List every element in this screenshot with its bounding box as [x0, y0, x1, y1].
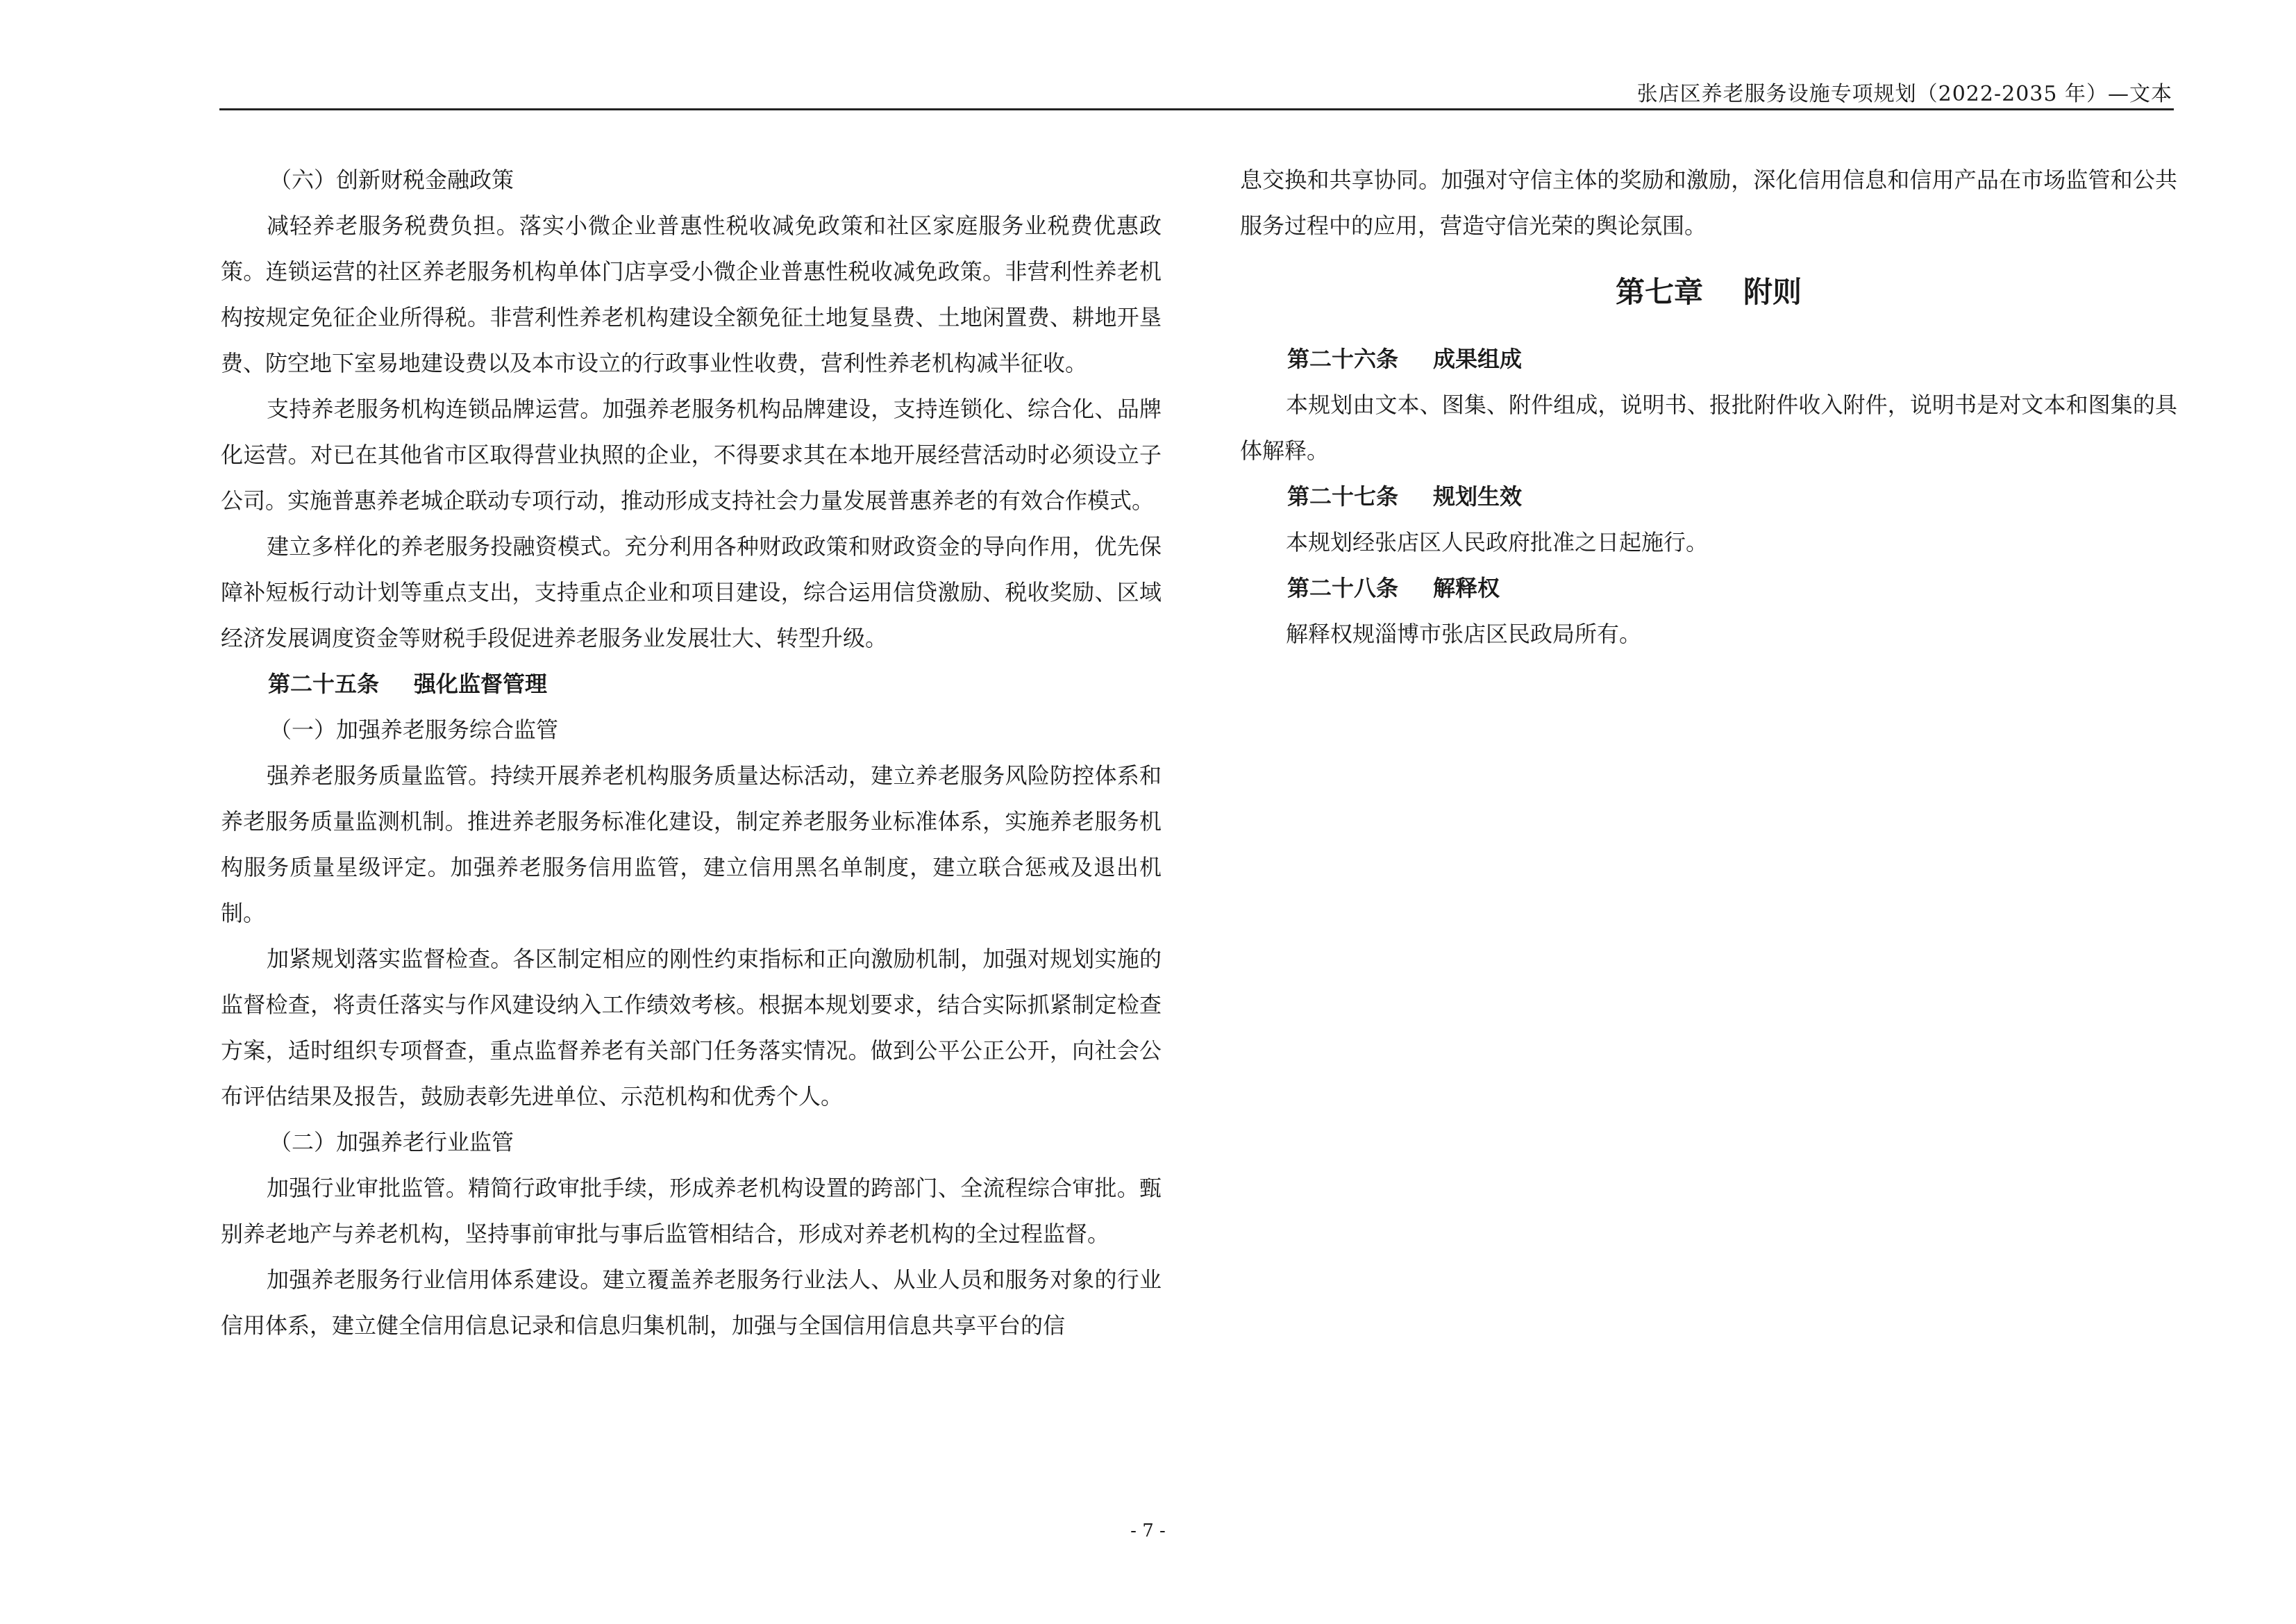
paragraph: 支持养老服务机构连锁品牌运营。加强养老服务机构品牌建设，支持连锁化、综合化、品牌化运营。对已在其他省市区取得营业执照的企业，不得要求其在本地开展经营活动时必须设立子公司。实施普惠养老城企联动专项行动，推动形成支持社会力量发展普惠养老的有效合作模式。	[221, 396, 1162, 514]
right-column	[1240, 157, 2177, 657]
paragraph-continued: 息交换和共享协同。加强对守信主体的奖励和激励，深化信用信息和信用产品在市场监管和公共服务过程中的应用，营造守信光荣的舆论氛围。	[1240, 167, 2177, 239]
header-rule	[219, 108, 2174, 110]
chapter-title: 附则	[1743, 275, 1802, 309]
paragraph: 建立多样化的养老服务投融资模式。充分利用各种财政政策和财政资金的导向作用，优先保障补短板行动计划等重点支出，支持重点企业和项目建设，综合运用信贷激励、税收奖励、区域经济发展调度资金等财税手段促进养老服务业发展壮大、转型升级。	[221, 533, 1162, 651]
paragraph: 解释权规淄博市张店区民政局所有。	[1286, 621, 1642, 647]
article-25-heading	[221, 661, 1162, 707]
section-heading-1: （一）加强养老服务综合监管	[269, 717, 559, 743]
article-number: 第二十五条	[268, 671, 380, 697]
article-number: 第二十七条	[1287, 483, 1399, 510]
article-title: 解释权	[1433, 575, 1500, 601]
chapter-heading	[1240, 269, 2177, 315]
paragraph: 加紧规划落实监督检查。各区制定相应的刚性约束指标和正向激励机制，加强对规划实施的监督检查，将责任落实与作风建设纳入工作绩效考核。根据本规划要求，结合实际抓紧制定检查方案，适时组织专项督查，重点监督养老有关部门任务落实情况。做到公平公正公开，向社会公布评估结果及报告，鼓励表彰先进单位、示范机构和优秀个人。	[221, 946, 1162, 1110]
article-27-heading	[1240, 474, 2177, 519]
paragraph: 加强养老服务行业信用体系建设。建立覆盖养老服务行业法人、从业人员和服务对象的行业信用体系，建立健全信用信息记录和信息归集机制，加强与全国信用信息共享平台的信	[221, 1266, 1162, 1339]
paragraph: 加强行业审批监管。精简行政审批手续，形成养老机构设置的跨部门、全流程综合审批。甄别养老地产与养老机构，坚持事前审批与事后监管相结合，形成对养老机构的全过程监督。	[221, 1175, 1162, 1247]
article-title: 强化监督管理	[414, 671, 548, 697]
section-heading-6: （六）创新财税金融政策	[269, 167, 514, 193]
article-28-heading	[1240, 565, 2177, 611]
article-title: 规划生效	[1433, 483, 1523, 510]
left-column	[221, 157, 1162, 1348]
paragraph: 减轻养老服务税费负担。落实小微企业普惠性税收减免政策和社区家庭服务业税费优惠政策。连锁运营的社区养老服务机构单体门店享受小微企业普惠性税收减免政策。非营利性养老机构按规定免征企业所得税。非营利性养老机构建设全额免征土地复垦费、土地闲置费、耕地开垦费、防空地下室易地建设费以及本市设立的行政事业性收费，营利性养老机构减半征收。	[221, 212, 1162, 376]
chapter-number: 第七章	[1615, 275, 1703, 309]
article-title: 成果组成	[1433, 346, 1523, 372]
paragraph: 强养老服务质量监管。持续开展养老机构服务质量达标活动，建立养老服务风险防控体系和养老服务质量监测机制。推进养老服务标准化建设，制定养老服务业标准体系，实施养老服务机构服务质量星级评定。加强养老服务信用监管，建立信用黑名单制度，建立联合惩戒及退出机制。	[221, 762, 1162, 926]
article-number: 第二十八条	[1287, 575, 1399, 601]
article-26-heading	[1240, 336, 2177, 382]
paragraph: 本规划由文本、图集、附件组成，说明书、报批附件收入附件，说明书是对文本和图集的具体解释。	[1240, 392, 2177, 464]
article-number: 第二十六条	[1287, 346, 1399, 372]
paragraph: 本规划经张店区人民政府批准之日起施行。	[1286, 529, 1709, 555]
running-header: 张店区养老服务设施专项规划（2022-2035 年）—文本	[1636, 82, 2172, 106]
section-heading-2: （二）加强养老行业监管	[269, 1129, 514, 1155]
page-number: - 7 -	[1130, 1521, 1166, 1541]
